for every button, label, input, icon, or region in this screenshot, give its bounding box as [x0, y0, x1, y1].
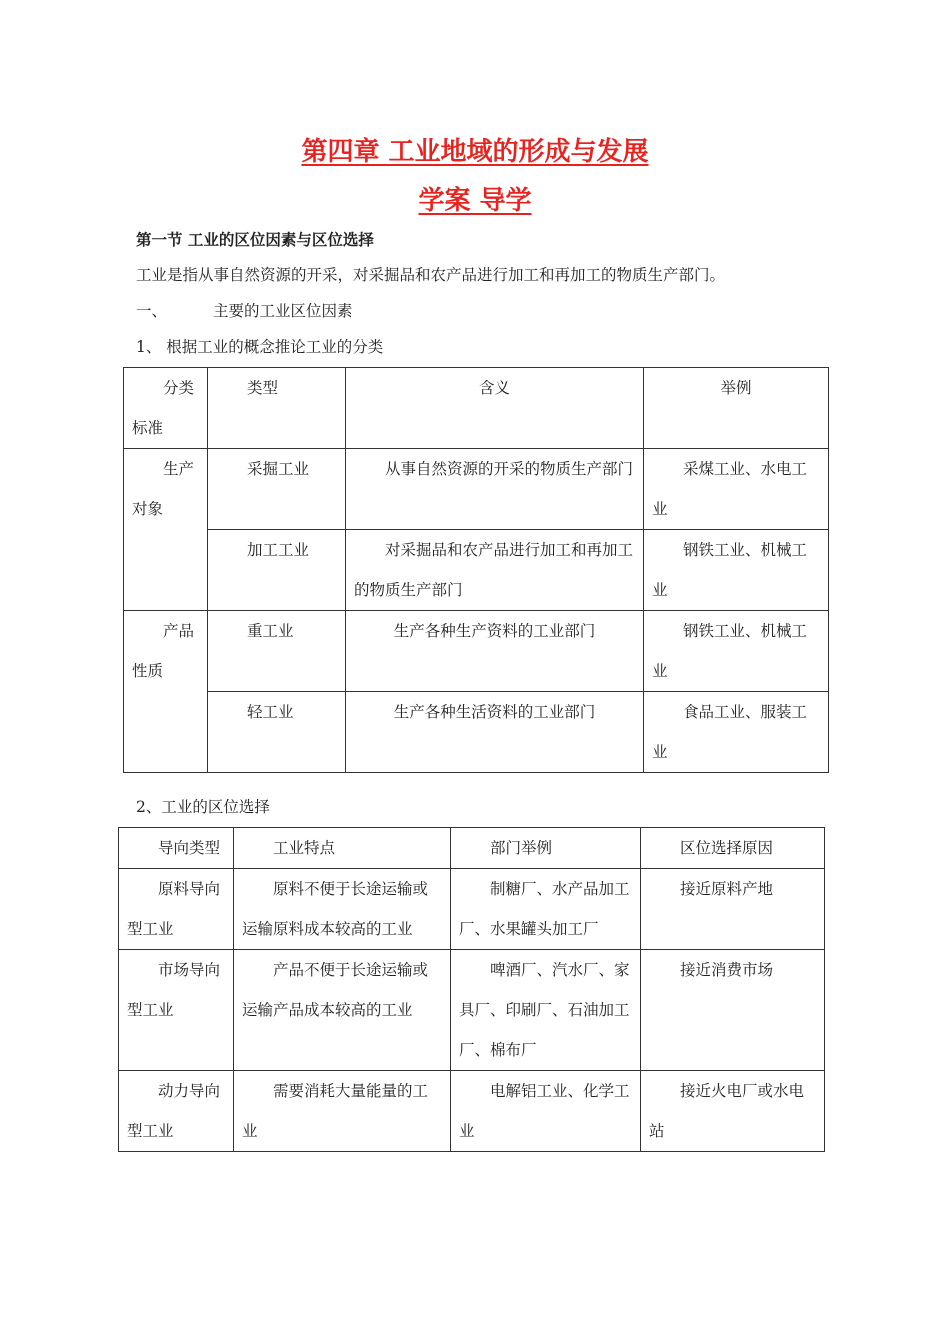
header-reason: 区位选择原因 — [641, 828, 825, 869]
table-row — [119, 1071, 825, 1152]
meaning-cell: 从事自然资源的开采的物质生产部门 — [346, 449, 644, 530]
type-cell: 轻工业 — [208, 692, 346, 773]
table-row — [124, 611, 829, 692]
meaning-cell: 生产各种生产资料的工业部门 — [346, 611, 644, 692]
item-2-heading: 2、工业的区位选择 — [136, 798, 270, 816]
examples-cell: 食品工业、服装工业 — [644, 692, 829, 773]
features-cell: 需要消耗大量能量的工业 — [234, 1071, 451, 1152]
industry-classification-table — [123, 367, 829, 773]
heading-text: 主要的工业区位因素 — [213, 302, 353, 320]
examples-cell: 钢铁工业、机械工业 — [644, 530, 829, 611]
header-examples: 举例 — [644, 368, 829, 449]
table-row — [119, 950, 825, 1071]
chapter-title: 第四章 工业地域的形成与发展 — [301, 137, 649, 167]
examples-cell: 啤酒厂、汽水厂、家具厂、印刷厂、石油加工厂、棉布厂 — [451, 950, 641, 1071]
orientation-cell: 市场导向型工业 — [119, 950, 234, 1071]
examples-cell: 钢铁工业、机械工业 — [644, 611, 829, 692]
header-features: 工业特点 — [234, 828, 451, 869]
header-orientation: 导向类型 — [119, 828, 234, 869]
features-cell: 原料不便于长途运输或运输原料成本较高的工业 — [234, 869, 451, 950]
header-examples: 部门举例 — [451, 828, 641, 869]
table-row — [119, 869, 825, 950]
table-header-row — [119, 828, 825, 869]
reason-cell: 接近消费市场 — [641, 950, 825, 1071]
examples-cell: 电解铝工业、化学工业 — [451, 1071, 641, 1152]
header-meaning: 含义 — [346, 368, 644, 449]
heading-location-factors — [136, 299, 353, 321]
section-heading: 第一节 工业的区位因素与区位选择 — [136, 231, 374, 249]
type-cell: 加工工业 — [208, 530, 346, 611]
table-row — [124, 449, 829, 530]
criterion-cell: 生产对象 — [124, 449, 208, 611]
meaning-cell: 生产各种生活资料的工业部门 — [346, 692, 644, 773]
orientation-cell: 原料导向型工业 — [119, 869, 234, 950]
reason-cell: 接近火电厂或水电站 — [641, 1071, 825, 1152]
table-row — [124, 530, 829, 611]
table-header-row — [124, 368, 829, 449]
header-type: 类型 — [208, 368, 346, 449]
orientation-cell: 动力导向型工业 — [119, 1071, 234, 1152]
examples-cell: 制糖厂、水产品加工厂、水果罐头加工厂 — [451, 869, 641, 950]
meaning-cell: 对采掘品和农产品进行加工和再加工的物质生产部门 — [346, 530, 644, 611]
heading-number: 一、 — [136, 302, 168, 320]
features-cell: 产品不便于长途运输或运输产品成本较高的工业 — [234, 950, 451, 1071]
type-cell: 重工业 — [208, 611, 346, 692]
reason-cell: 接近原料产地 — [641, 869, 825, 950]
location-choice-table — [118, 827, 825, 1152]
examples-cell: 采煤工业、水电工业 — [644, 449, 829, 530]
industry-definition: 工业是指从事自然资源的开采，对采掘品和农产品进行加工和再加工的物质生产部门。 — [136, 266, 726, 284]
header-criterion: 分类标准 — [124, 368, 208, 449]
criterion-cell: 产品性质 — [124, 611, 208, 773]
type-cell: 采掘工业 — [208, 449, 346, 530]
page-subtitle: 学案 导学 — [418, 186, 532, 216]
item-1-heading: 1、 根据工业的概念推论工业的分类 — [136, 338, 384, 356]
table-row — [124, 692, 829, 773]
